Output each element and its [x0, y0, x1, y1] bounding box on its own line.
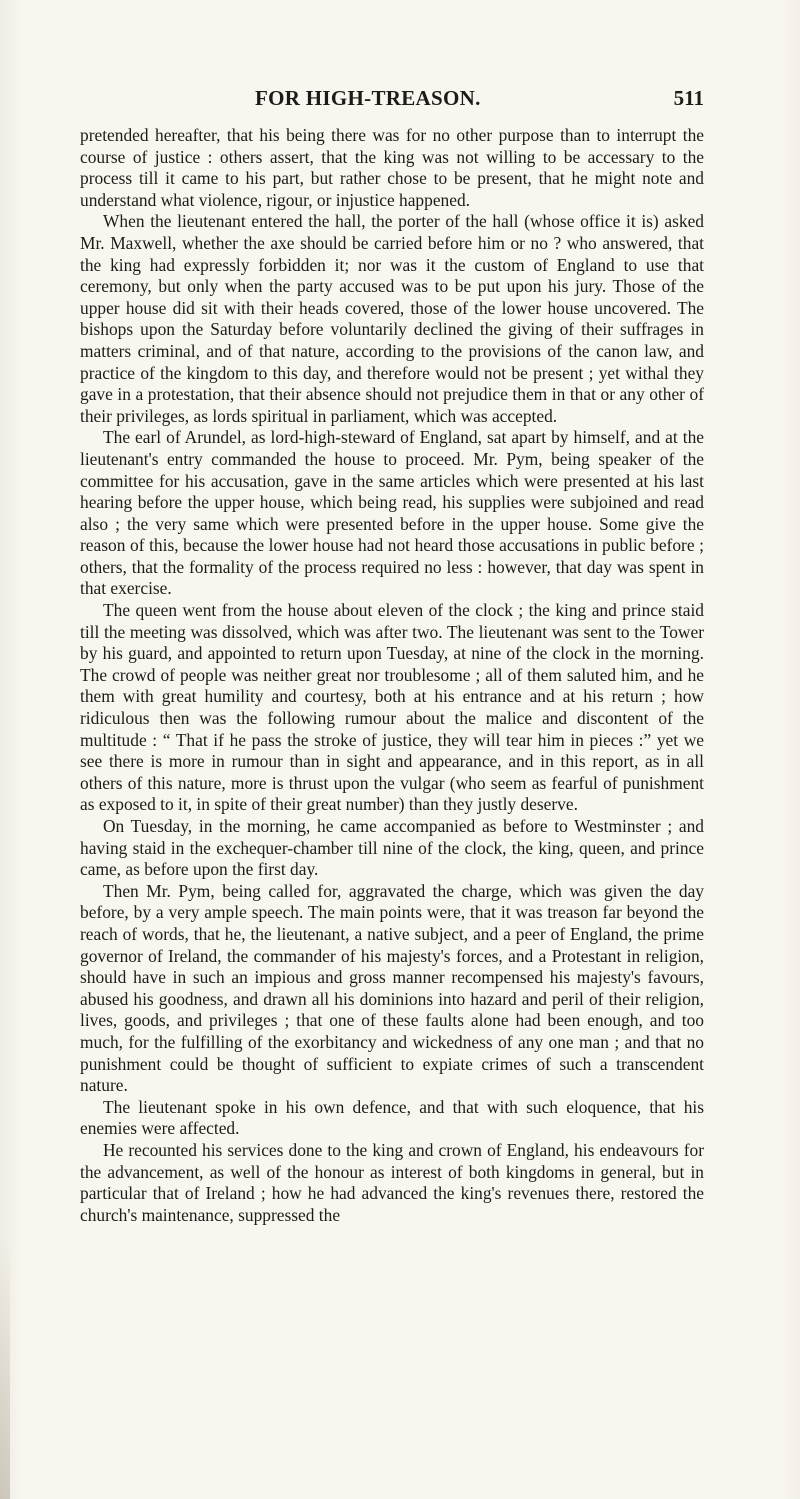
- paragraph: pretended hereafter, that his being there was for no other purpose than to interrupt the course of justice : others assert, that the king was not willing to be accessary to the process till it came to his part, but rather chose to be present, that he might note and understand what violence, rigour, or injustice happened.: [80, 125, 704, 210]
- paragraph: On Tuesday, in the morning, he came accompanied as before to Westminster ; and having staid in the exchequer-chamber till nine of the clock, the king, queen, and prince came, as before upon the first day.: [80, 816, 704, 880]
- running-head: FOR HIGH-TREASON.: [255, 86, 481, 110]
- paragraph: He recounted his services done to the king and crown of England, his endeavours for the advancement, as well of the honour as interest of both kingdoms in general, but in particular that of Ireland ; how he had advanced the king's revenues there, restored the church's maintenance, suppressed the: [80, 1139, 704, 1225]
- body-text: [80, 125, 704, 1226]
- paragraph: The lieutenant spoke in his own defence, and that with such eloquence, that his enemies were affected.: [80, 1096, 704, 1139]
- page-number: 511: [673, 86, 704, 110]
- paragraph: The earl of Arundel, as lord-high-steward of England, sat apart by himself, and at the lieutenant's entry commanded the house to proceed. Mr. Pym, being speaker of the committee for his accusation, gave in the same articles which were presented at his last hearing before the upper house, which being read, his supplies were subjoined and read also ; the very same which were presented before in the upper house. Some give the reason of this, because the lower house had not heard those accusations in public before ; others, that the formality of the process required no less : however, that day was spent in that exercise.: [80, 427, 704, 599]
- paragraph: The queen went from the house about eleven of the clock ; the king and prince staid till the meeting was dissolved, which was after two. The lieutenant was sent to the Tower by his guard, and appointed to return upon Tuesday, at nine of the clock in the morning. The crowd of people was neither great nor troublesome ; all of them saluted him, and he them with great humility and courtesy, both at his entrance and at his return ; how ridiculous then was the following rumour about the malice and discontent of the multitude : “ That if he pass the stroke of justice, they will tear him in pieces :” yet we see there is more in rumour than in sight and appearance, and in this report, as in all others of this nature, more is thrust upon the vulgar (who seem as fearful of punishment as exposed to it, in spite of their great number) than they justly deserve.: [80, 600, 704, 815]
- page-header: [80, 86, 704, 116]
- paragraph: When the lieutenant entered the hall, the porter of the hall (whose office it is) asked Mr. Maxwell, whether the axe should be carried before him or no ? who answered, that the king had expressly forbidden it; nor was it the custom of England to use that ceremony, but only when the party accused was to be put upon his jury. Those of the upper house did sit with their heads covered, those of the lower house uncovered. The bishops upon the Saturday before voluntarily declined the giving of their suffrages in matters criminal, and of that nature, according to the provisions of the canon law, and practice of the kingdom to this day, and therefore would not be present ; yet withal they gave in a protestation, that their absence should not prejudice them in that or any other of their privileges, as lords spiritual in parliament, which was accepted.: [80, 211, 704, 426]
- paragraph: Then Mr. Pym, being called for, aggravated the charge, which was given the day before, by a very ample speech. The main points were, that it was treason far beyond the reach of words, that he, the lieutenant, a native subject, and a peer of England, the prime governor of Ireland, the commander of his majesty's forces, and a Protestant in religion, should have in such an impious and gross manner recompensed his majesty's favours, abused his goodness, and drawn all his dominions into hazard and peril of their religion, lives, goods, and privileges ; that one of these faults alone had been enough, and too much, for the fulfilling of the exorbitancy and wickedness of any one man ; and that no punishment could be thought of sufficient to expiate crimes of such a transcendent nature.: [80, 880, 704, 1096]
- page-edge-shadow: [0, 1240, 10, 1499]
